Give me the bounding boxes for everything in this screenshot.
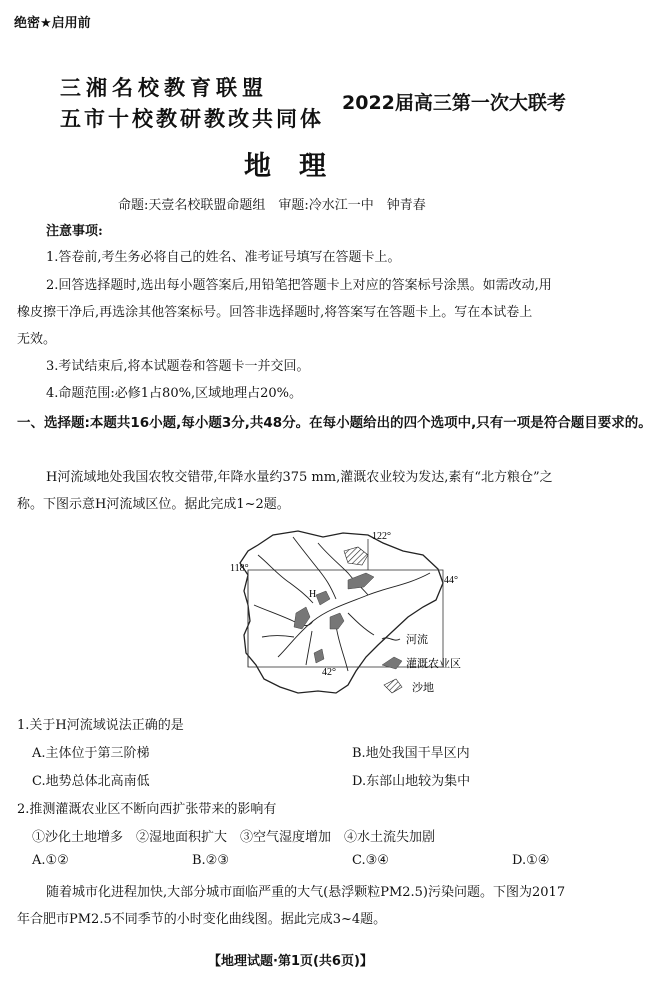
notice-item-1: 1.答卷前,考生务必将自己的姓名、准考证号填写在答题卡上。 xyxy=(46,250,401,265)
exam-title: 2022届高三第一次大联考 xyxy=(342,92,566,114)
passage-2-line-2: 年合肥市PM2.5不同季节的小时变化曲线图。据此完成3~4题。 xyxy=(17,912,387,927)
intro-line-2: 称。下图示意H河流域区位。据此完成1~2题。 xyxy=(17,497,290,512)
question-2-stem: 2.推测灌溉农业区不断向西扩张带来的影响有 xyxy=(17,802,277,817)
q1-option-b: B.地处我国干旱区内 xyxy=(352,746,470,761)
q1-option-c: C.地势总体北高南低 xyxy=(32,774,150,789)
q1-option-d: D.东部山地较为集中 xyxy=(352,774,471,789)
legend-river-label: 河流 xyxy=(406,633,428,646)
lon-118-label: 118° xyxy=(230,563,249,574)
union-name-line2: 五市十校教研教改共同体 xyxy=(60,107,324,131)
notice-item-2-line1: 2.回答选择题时,选出每小题答案后,用铅笔把答题卡上对应的答案标号涂黑。如需改动,用 xyxy=(46,278,552,293)
legend-sand-label: 沙地 xyxy=(412,681,434,694)
passage-2-line-1: 随着城市化进程加快,大部分城市面临严重的大气(悬浮颗粒PM2.5)污染问题。下图为2017 xyxy=(46,885,566,900)
legend-irrigation-label: 灌溉农业区 xyxy=(406,657,461,670)
q1-option-a: A.主体位于第三阶梯 xyxy=(32,746,150,761)
river-h-label: H xyxy=(309,589,317,600)
confidential-label: 绝密★启用前 xyxy=(14,16,91,31)
union-name-line1: 三湘名校教育联盟 xyxy=(60,76,268,100)
q2-option-a: A.①② xyxy=(32,853,69,868)
lat-44-label: 44° xyxy=(444,575,458,586)
graticule-box xyxy=(248,570,443,667)
map-legend xyxy=(382,632,461,694)
section-heading: 一、选择题:本题共16小题,每小题3分,共48分。在每小题给出的四个选项中,只有一项是符合题目要求的。 xyxy=(17,415,652,431)
authors-line: 命题:天壹名校联盟命题组 审题:冷水江一中 钟青春 xyxy=(118,198,426,213)
question-1-stem: 1.关于H河流域说法正确的是 xyxy=(17,718,184,733)
sand-area xyxy=(344,547,368,565)
q2-option-c: C.③④ xyxy=(352,853,389,868)
irrigation-areas xyxy=(294,573,374,663)
lat-42-label: 42° xyxy=(322,667,336,678)
q2-statements: ①沙化土地增多 ②湿地面积扩大 ③空气湿度增加 ④水土流失加剧 xyxy=(32,830,436,845)
rivers xyxy=(254,537,430,671)
q2-option-b: B.②③ xyxy=(192,853,229,868)
subject-title: 地理 xyxy=(244,151,354,182)
h-river-basin-map xyxy=(198,525,488,705)
lon-122-label: 122° xyxy=(372,531,391,542)
notice-item-2-line2: 橡皮擦干净后,再选涂其他答案标号。回答非选择题时,将答案写在答题卡上。写在本试卷上 xyxy=(17,305,533,320)
notice-item-3: 3.考试结束后,将本试题卷和答题卡一并交回。 xyxy=(46,359,310,374)
notice-item-4: 4.命题范围:必修1占80%,区域地理占20%。 xyxy=(46,386,302,401)
page-footer: 【地理试题·第1页(共6页)】 xyxy=(208,954,373,969)
notice-item-2-line3: 无效。 xyxy=(17,332,57,347)
intro-line-1: H河流域地处我国农牧交错带,年降水量约375 mm,灌溉农业较为发达,素有“北方粮仓”之 xyxy=(46,470,553,485)
q2-option-d: D.①④ xyxy=(512,853,550,868)
legend-sand-symbol xyxy=(384,679,402,693)
notice-title: 注意事项: xyxy=(46,224,103,239)
